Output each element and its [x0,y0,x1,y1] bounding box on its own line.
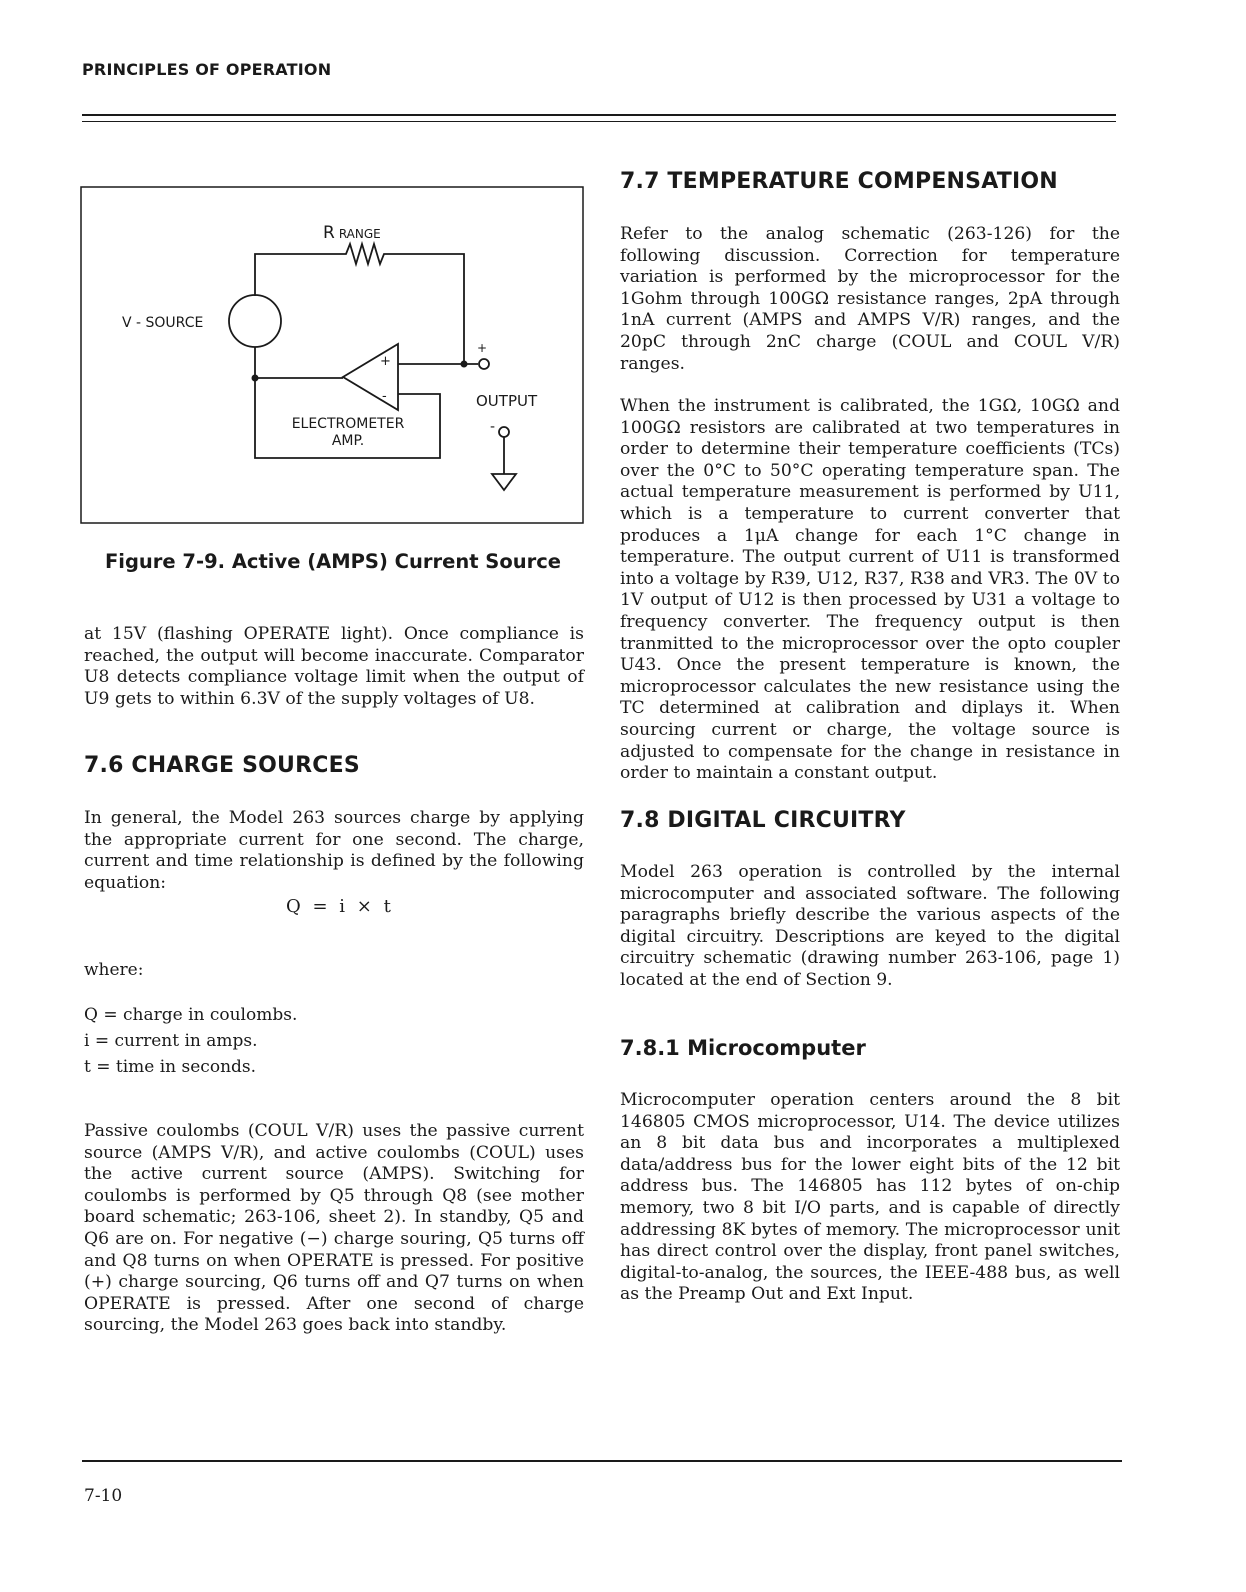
source-to-input-wire [255,347,343,378]
header-rule-thin [82,121,1116,122]
running-head: PRINCIPLES OF OPERATION [82,60,332,79]
amp-label-line1: ELECTROMETER [291,416,405,432]
feedback-wire [255,244,464,364]
page-number: 7-10 [84,1486,123,1506]
plus-output-label: + [477,341,488,355]
r-range-label: R RANGE [323,223,381,243]
passive-coulombs-paragraph: Passive coulombs (COUL V/R) uses the passive current source (AMPS V/R), and active coulombs (COUL) uses the active current source (AMPS). Switching for coulombs is performed by Q5 through Q8 (see mother board schematic; 263-106, sheet 2). In standby, Q5 and Q6 are on. For negative (−) charge souring, Q5 turns off and Q8 turns on when OPERATE is pressed. For positive (+) charge sourcing, Q6 turns off and Q7 turns on when OPERATE is pressed. After one second of charge sourcing, the Model 263 goes back into standby. [84,1121,584,1336]
charge-equation: Q = i × t [286,896,394,917]
output-junction-dot [461,361,468,368]
heading-7-8-1: 7.8.1 Microcomputer [620,1036,866,1060]
output-plus-terminal [479,359,489,369]
output-label: OUTPUT [476,392,538,410]
header-rule-thick [82,114,1116,116]
definition-t: t = time in seconds. [84,1057,257,1077]
charge-intro-paragraph: In general, the Model 263 sources charge by applying the appropriate current for one second. The charge, current and time relationship is defined by the following equation: [84,808,584,893]
minus-output-label: - [490,419,496,435]
ground-symbol [492,474,516,490]
heading-7-6: 7.6 CHARGE SOURCES [84,753,360,778]
v-source-symbol [229,295,281,347]
figure-schematic [80,186,586,526]
temp-comp-paragraph-2: When the instrument is calibrated, the 1GΩ, 10GΩ and 100GΩ resistors are calibrated at two temperatures in order to determine their temperature coefficients (TCs) over the 0°C to 50°C operating temperature span. The actual temperature measurement is performed by U11, which is a temperature to current converter that produces a 1μA change for each 1°C change in temperature. The output current of U11 is transformed into a voltage by R39, U12, R37, R38 and VR3. The 0V to 1V output of U12 is then processed by U31 a voltage to frequency converter. The frequency output is then tranmitted to the microprocessor over the opto coupler U43. Once the present temperature is known, the microprocessor calculates the new resistance using the TC determined at calibration and diplays it. When sourcing current or charge, the voltage source is adjusted to compensate for the change in resistance in order to maintain a constant output. [620,396,1120,784]
output-minus-terminal [499,427,509,437]
plus-input-label: + [380,354,391,369]
v-source-label: V - SOURCE [122,315,204,331]
footer-rule [82,1460,1122,1462]
definition-i: i = current in amps. [84,1031,258,1051]
microcomputer-paragraph: Microcomputer operation centers around the 8 bit 146805 CMOS microprocessor, U14. The device utilizes an 8 bit data bus and incorporates a multiplexed data/address bus for the lower eight bits of the 12 bit address bus. The 146805 has 112 bytes of on-chip memory, two 8 bit I/O parts, and is capable of directly addressing 8K bytes of memory. The microprocessor unit has direct control over the display, front panel switches, digital-to-analog, the sources, the IEEE-488 bus, as well as the Preamp Out and Ext Input. [620,1090,1120,1305]
temp-comp-paragraph-1: Refer to the analog schematic (263-126) for the following discussion. Correction for temperature variation is performed by the microprocessor for the 1Gohm through 100GΩ resistance ranges, 2pA through 1nA current (AMPS and AMPS V/R) ranges, and the 20pC through 2nC charge (COUL and COUL V/R) ranges. [620,224,1120,374]
heading-7-8: 7.8 DIGITAL CIRCUITRY [620,808,906,833]
amp-label-line2: AMP. [331,433,365,449]
figure-caption: Figure 7-9. Active (AMPS) Current Source [104,550,562,573]
digital-circuitry-paragraph: Model 263 operation is controlled by the internal microcomputer and associated software. The following paragraphs briefly describe the various aspects of the digital circuitry. Descriptions are keyed to the digital circuitry schematic (drawing number 263-106, page 1) located at the end of Section 9. [620,862,1120,990]
minus-input-label: - [382,389,387,404]
heading-7-7: 7.7 TEMPERATURE COMPENSATION [620,169,1058,194]
definition-q: Q = charge in coulombs. [84,1005,298,1025]
continuation-paragraph: at 15V (flashing OPERATE light). Once compliance is reached, the output will become inaccurate. Comparator U8 detects compliance voltage limit when the output of U9 gets to within 6.3V of the supply voltages of U8. [84,624,584,709]
where-label: where: [84,960,144,980]
